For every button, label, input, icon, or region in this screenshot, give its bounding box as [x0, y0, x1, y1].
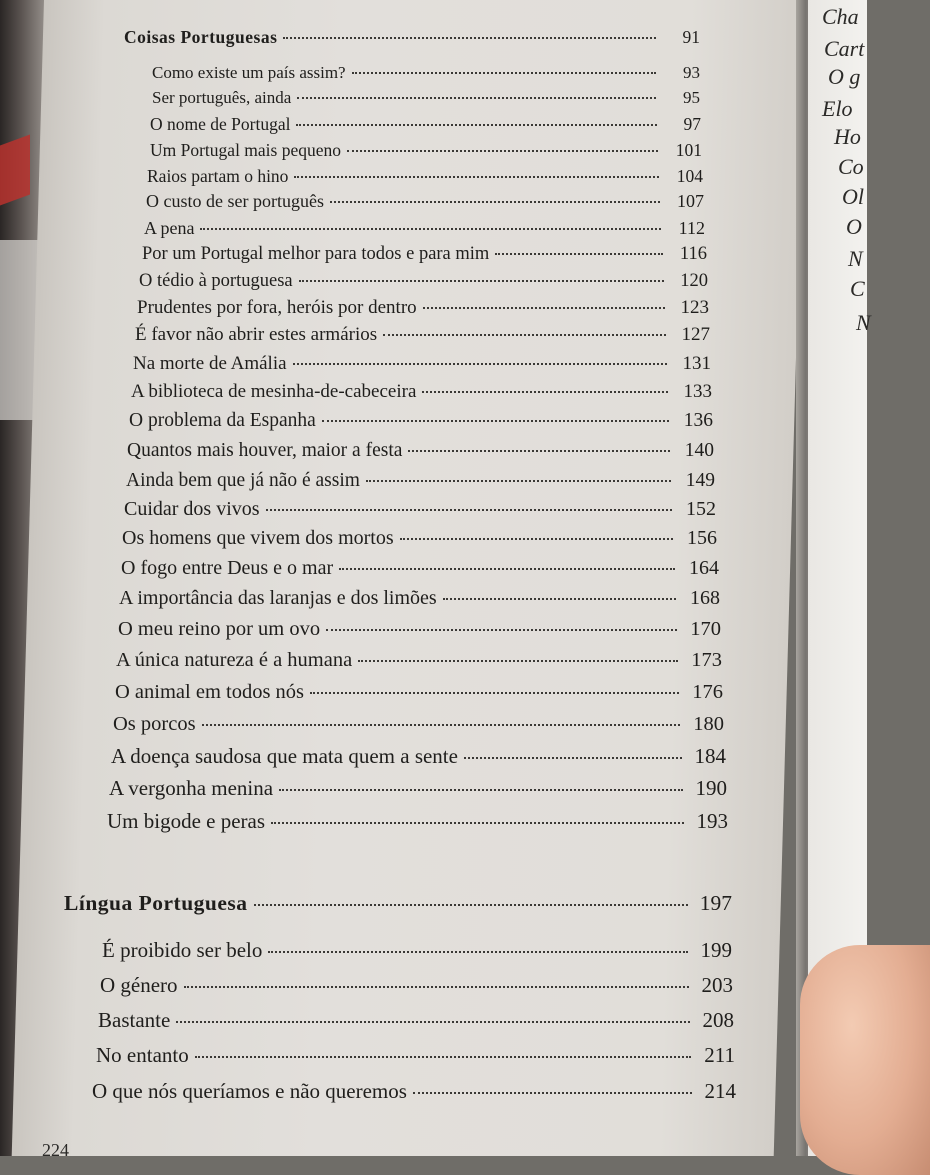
entry-title: Por um Portugal melhor para todos e para mim: [142, 243, 490, 264]
dot-leader: [339, 567, 675, 570]
toc-entry: [146, 191, 704, 212]
toc-entry: [100, 973, 733, 998]
dot-leader: [297, 96, 656, 99]
toc-entry: [98, 1008, 734, 1033]
toc-entry: [122, 527, 717, 550]
dot-leader: [283, 36, 656, 39]
toc-entry: [150, 114, 701, 135]
page-reference: 133: [683, 381, 712, 402]
page-reference: 140: [684, 439, 714, 461]
entry-title: No entanto: [96, 1043, 189, 1067]
page-reference: 176: [692, 680, 723, 703]
facing-page-word: Cha: [822, 4, 859, 29]
toc-entry: [113, 713, 724, 736]
page-reference: 120: [680, 270, 708, 291]
dot-leader: [383, 333, 666, 336]
toc-entry: [119, 587, 720, 610]
toc-entry: [133, 353, 711, 375]
red-cover-fragment: [0, 135, 30, 206]
page-reference: 95: [683, 88, 700, 107]
page-reference: 164: [689, 557, 719, 579]
page-reference: 112: [678, 218, 705, 238]
toc-entry: [102, 938, 732, 963]
entry-title: O nome de Portugal: [150, 113, 291, 134]
page-reference: 193: [696, 809, 728, 833]
page-reference: 131: [682, 353, 711, 374]
dot-leader: [366, 479, 671, 482]
page-reference: 190: [695, 776, 727, 800]
entry-title: A única natureza é a humana: [116, 648, 353, 671]
entry-title: Na morte de Amália: [133, 353, 287, 374]
facing-page-word: N: [856, 310, 871, 335]
entry-title: Os homens que vivem dos mortos: [122, 527, 394, 549]
facing-page-word: C: [850, 276, 865, 301]
dot-leader: [326, 628, 677, 631]
page-reference: 107: [677, 191, 704, 211]
toc-entry: [121, 557, 719, 580]
entry-title: É proibido ser belo: [102, 938, 263, 962]
dot-leader: [358, 659, 678, 662]
toc-entry: [131, 381, 712, 403]
section-heading: [64, 891, 732, 916]
entry-title: A vergonha menina: [109, 776, 274, 800]
page-reference: 156: [687, 527, 717, 549]
facing-page-word: Cart: [824, 36, 865, 61]
entry-title: Ser português, ainda: [152, 88, 292, 107]
dot-leader: [443, 597, 676, 600]
facing-page-word: Co: [838, 154, 864, 179]
facing-page-word: O: [846, 214, 862, 239]
toc-entry: [129, 410, 713, 432]
facing-page-word: N: [848, 246, 863, 271]
toc-entry: [124, 498, 716, 521]
page-reference: 97: [683, 113, 701, 134]
dot-leader: [413, 1091, 692, 1094]
page-reference: 184: [694, 744, 726, 768]
page-reference: 170: [690, 617, 721, 640]
page-reference: 208: [702, 1008, 734, 1032]
page-reference: 91: [682, 26, 700, 47]
dot-leader: [495, 252, 663, 255]
page-reference: 180: [693, 712, 724, 735]
toc-entry: [142, 244, 707, 265]
entry-title: Raios partam o hino: [147, 165, 289, 186]
toc-entry: [135, 324, 710, 346]
entry-title: O custo de ser português: [146, 191, 324, 211]
toc-entry: [150, 140, 702, 161]
dot-leader: [279, 788, 683, 791]
entry-title: Prudentes por fora, heróis por dentro: [137, 297, 417, 318]
toc-entry: [126, 470, 715, 492]
entry-title: Ainda bem que já não é assim: [126, 469, 360, 491]
thumb: [800, 945, 930, 1175]
facing-page-word: Ho: [834, 124, 861, 149]
toc-entry: [96, 1043, 735, 1068]
toc-entry: [111, 744, 726, 769]
page-reference: 116: [679, 243, 707, 264]
entry-title: O meu reino por um ovo: [118, 617, 321, 640]
folio-number: 224: [42, 1140, 69, 1160]
entry-title: Um bigode e peras: [107, 809, 266, 833]
entry-title: A doença saudosa que mata quem a sente: [111, 744, 458, 768]
toc-entry: [92, 1079, 736, 1104]
page-reference: 199: [700, 938, 732, 962]
toc-entry: [127, 440, 714, 462]
toc-entry: [139, 271, 708, 292]
section-heading: [124, 27, 700, 48]
page-reference: 214: [704, 1079, 736, 1103]
entry-title: Cuidar dos vivos: [124, 498, 260, 520]
entry-title: O que nós queríamos e não queremos: [92, 1079, 407, 1103]
dot-leader: [254, 903, 688, 906]
page-reference: 211: [704, 1043, 735, 1067]
dot-leader: [195, 1055, 691, 1058]
section-title: Língua Portuguesa: [64, 890, 248, 915]
entry-title: O género: [100, 973, 178, 997]
entry-title: A importância das laranjas e dos limões: [119, 587, 437, 609]
dot-leader: [347, 149, 658, 152]
toc-entry: [109, 776, 727, 801]
entry-title: Os porcos: [113, 712, 196, 735]
dot-leader: [408, 449, 670, 452]
entry-title: É favor não abrir estes armários: [135, 324, 378, 345]
dot-leader: [202, 723, 680, 726]
dot-leader: [422, 390, 668, 393]
toc-entry: [116, 649, 722, 672]
page-reference: 203: [701, 973, 733, 997]
dot-leader: [176, 1020, 690, 1023]
toc-entry: [137, 297, 709, 319]
dot-leader: [296, 123, 657, 126]
toc-entry: [118, 618, 721, 641]
page-reference: 127: [681, 324, 710, 345]
page-reference: 149: [685, 469, 715, 491]
section-title: Coisas Portuguesas: [124, 26, 278, 47]
toc-entry: [152, 88, 700, 108]
dot-leader: [330, 200, 660, 203]
toc-entry: [147, 166, 703, 187]
dot-leader: [400, 537, 673, 540]
page-reference: 123: [680, 297, 709, 318]
dot-leader: [294, 175, 659, 178]
entry-title: O fogo entre Deus e o mar: [121, 557, 334, 579]
toc-entry: [152, 63, 700, 83]
entry-title: Um Portugal mais pequeno: [150, 139, 342, 160]
page-reference: 173: [691, 648, 722, 671]
facing-page-word: Ol: [842, 184, 864, 209]
entry-title: Bastante: [98, 1008, 171, 1032]
toc-entry: [115, 681, 723, 704]
dot-leader: [200, 227, 661, 230]
facing-page-word: Elo: [822, 96, 853, 121]
entry-title: A pena: [144, 218, 195, 238]
page-reference: 136: [683, 409, 713, 431]
entry-title: O tédio à portuguesa: [139, 270, 293, 291]
dot-leader: [464, 756, 682, 759]
entry-title: A biblioteca de mesinha-de-cabeceira: [131, 381, 417, 402]
facing-page-word: O g: [828, 64, 861, 89]
page-reference: 104: [676, 165, 703, 186]
entry-title: Como existe um país assim?: [152, 63, 346, 82]
toc-entry: [107, 809, 728, 834]
dot-leader: [322, 419, 669, 422]
dot-leader: [268, 950, 688, 953]
page-reference: 101: [675, 139, 702, 160]
dot-leader: [310, 691, 679, 694]
dot-leader: [299, 279, 664, 282]
dot-leader: [266, 508, 672, 511]
entry-title: O problema da Espanha: [129, 409, 316, 431]
dot-leader: [293, 362, 667, 365]
dot-leader: [352, 71, 656, 74]
toc-entry: [144, 218, 705, 239]
dot-leader: [271, 821, 684, 824]
dot-leader: [184, 985, 689, 988]
page-reference: 197: [699, 890, 732, 915]
entry-title: O animal em todos nós: [115, 680, 305, 703]
page-reference: 152: [686, 498, 716, 520]
dot-leader: [423, 306, 665, 309]
page-reference: 93: [683, 63, 700, 82]
entry-title: Quantos mais houver, maior a festa: [127, 439, 403, 461]
page-reference: 168: [690, 587, 720, 609]
